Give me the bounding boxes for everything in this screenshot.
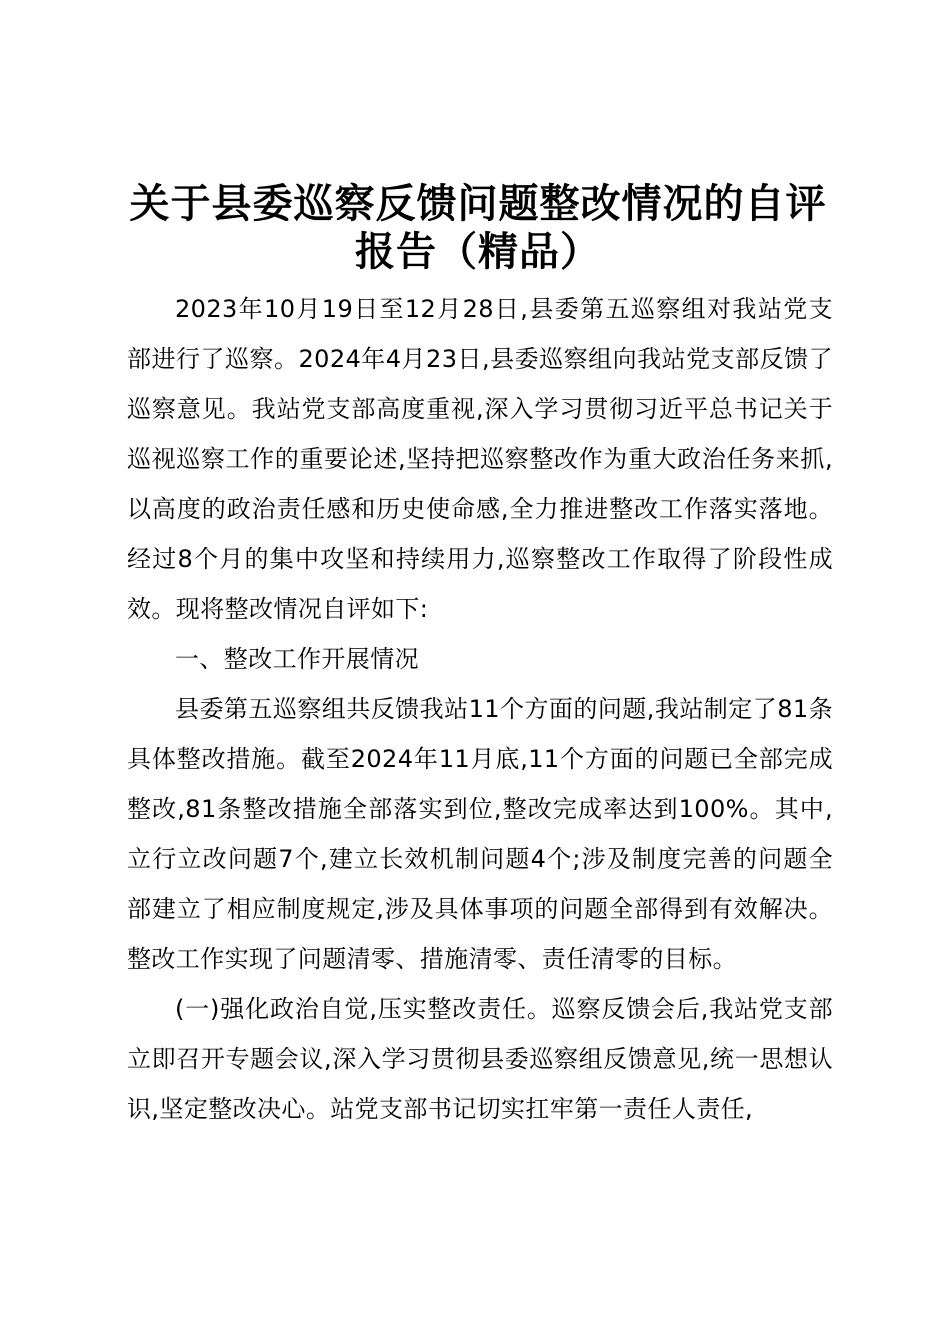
document-body	[127, 284, 833, 1134]
paragraph-summary: 县委第五巡察组共反馈我站11个方面的问题,我站制定了81条具体整改措施。截至2024年11月底,11个方面的问题已全部完成整改,81条整改措施全部落实到位,整改完成率达到100%。其中,立行立改问题7个,建立长效机制问题4个;涉及制度完善的问题全部建立了相应制度规定,涉及具体事项的问题全部得到有效解决。整改工作实现了问题清零、措施清零、责任清零的目标。	[127, 695, 833, 973]
paragraph-intro: 2023年10月19日至12月28日,县委第五巡察组对我站党支部进行了巡察。2024年4月23日,县委巡察组向我站党支部反馈了巡察意见。我站党支部高度重视,深入学习贯彻习近平总书记关于巡视巡察工作的重要论述,坚持把巡察整改作为重大政治任务来抓,以高度的政治责任感和历史使命感,全力推进整改工作落实落地。经过8个月的集中攻坚和持续用力,巡察整改工作取得了阶段性成效。现将整改情况自评如下:	[127, 295, 833, 623]
document-title: 关于县委巡察反馈问题整改情况的自评报告（精品）	[129, 181, 827, 275]
section-heading-1: 一、整改工作开展情况	[175, 645, 419, 673]
paragraph-subsection-1: (一)强化政治自觉,压实整改责任。巡察反馈会后,我站党支部立即召开专题会议,深入学习贯彻县委巡察组反馈意见,统一思想认识,坚定整改决心。站党支部书记切实扛牢第一责任人责任,	[127, 995, 833, 1123]
